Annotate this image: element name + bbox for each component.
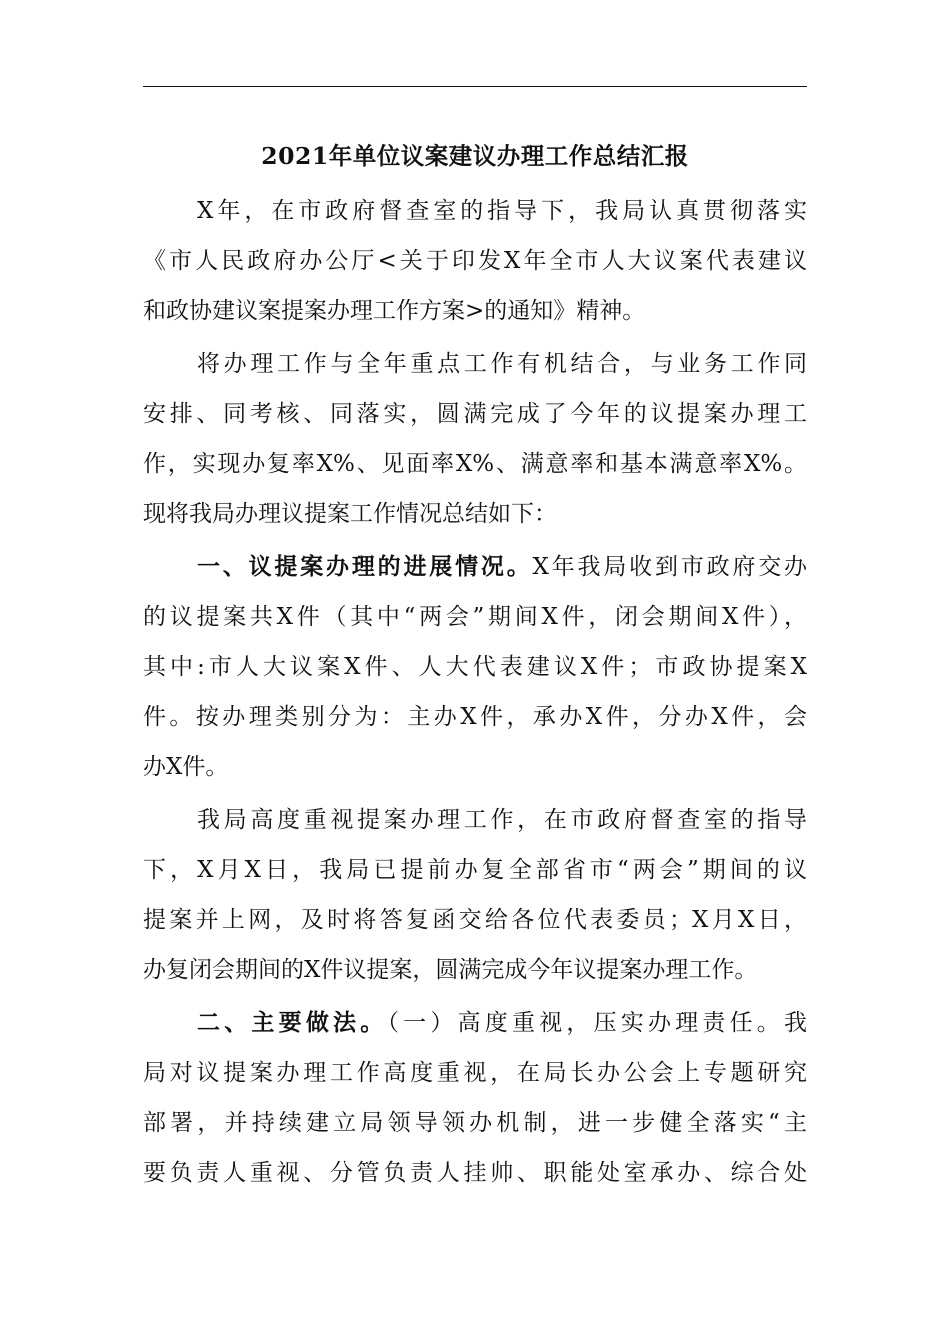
- paragraph-1: [143, 186, 807, 336]
- document-title: 2021年单位议案建议办理工作总结汇报: [261, 142, 689, 170]
- paragraph-line: 办X件。: [143, 754, 229, 780]
- paragraph-line: 作，实现办复率X%、见面率X%、满意率和基本满意率X%。: [143, 451, 807, 477]
- paragraph-line: 办复闭会期间的X件议提案，圆满完成今年议提案办理工作。: [143, 957, 758, 983]
- paragraph-line: 现将我局办理议提案工作情况总结如下：: [143, 501, 557, 527]
- paragraph-line: [143, 542, 807, 592]
- paragraph-line: 我局高度重视提案办理工作，在市政府督查室的指导: [197, 807, 807, 833]
- header-rule: [143, 86, 807, 87]
- paragraph-line: 下，X月X日，我局已提前办复全部省市“两会”期间的议: [143, 857, 807, 883]
- paragraph-line: 和政协建议案提案办理工作方案>的通知》精神。: [143, 298, 646, 324]
- paragraph-2: [143, 339, 807, 539]
- paragraph-line-text: X年我局收到市政府交办: [532, 554, 808, 580]
- paragraph-line: 其中:市人大议案X件、人大代表建议X件；市政协提案X: [143, 654, 807, 680]
- paragraph-line: 《市人民政府办公厅<关于印发X年全市人大议案代表建议: [143, 248, 807, 274]
- section-heading-2: 二、主要做法。: [197, 1009, 388, 1036]
- paragraph-line: 件。按办理类别分为：主办X件，承办X件，分办X件，会: [143, 704, 807, 730]
- paragraph-5: [143, 998, 807, 1198]
- paragraph-line: 的议提案共X件（其中“两会”期间X件，闭会期间X件），: [143, 604, 807, 630]
- paragraph-line-text: （一）高度重视，压实办理责任。我: [387, 1010, 808, 1036]
- paragraph-line: 将办理工作与全年重点工作有机结合，与业务工作同: [197, 351, 807, 377]
- paragraph-line: 提案并上网，及时将答复函交给各位代表委员；X月X日，: [143, 907, 807, 933]
- paragraph-line: 要负责人重视、分管负责人挂帅、职能处室承办、综合处: [143, 1160, 807, 1186]
- paragraph-line: X年，在市政府督查室的指导下，我局认真贯彻落实: [197, 198, 807, 224]
- paragraph-4: [143, 795, 807, 995]
- paragraph-line: 安排、同考核、同落实，圆满完成了今年的议提案办理工: [143, 401, 807, 427]
- paragraph-line: 局对议提案办理工作高度重视，在局长办公会上专题研究: [143, 1060, 807, 1086]
- document-body: [143, 186, 807, 1198]
- paragraph-line: [143, 998, 807, 1048]
- paragraph-line: 部署，并持续建立局领导领办机制，进一步健全落实“主: [143, 1110, 807, 1136]
- paragraph-3: [143, 542, 807, 792]
- section-heading-1: 一、议提案办理的进展情况。: [197, 553, 533, 580]
